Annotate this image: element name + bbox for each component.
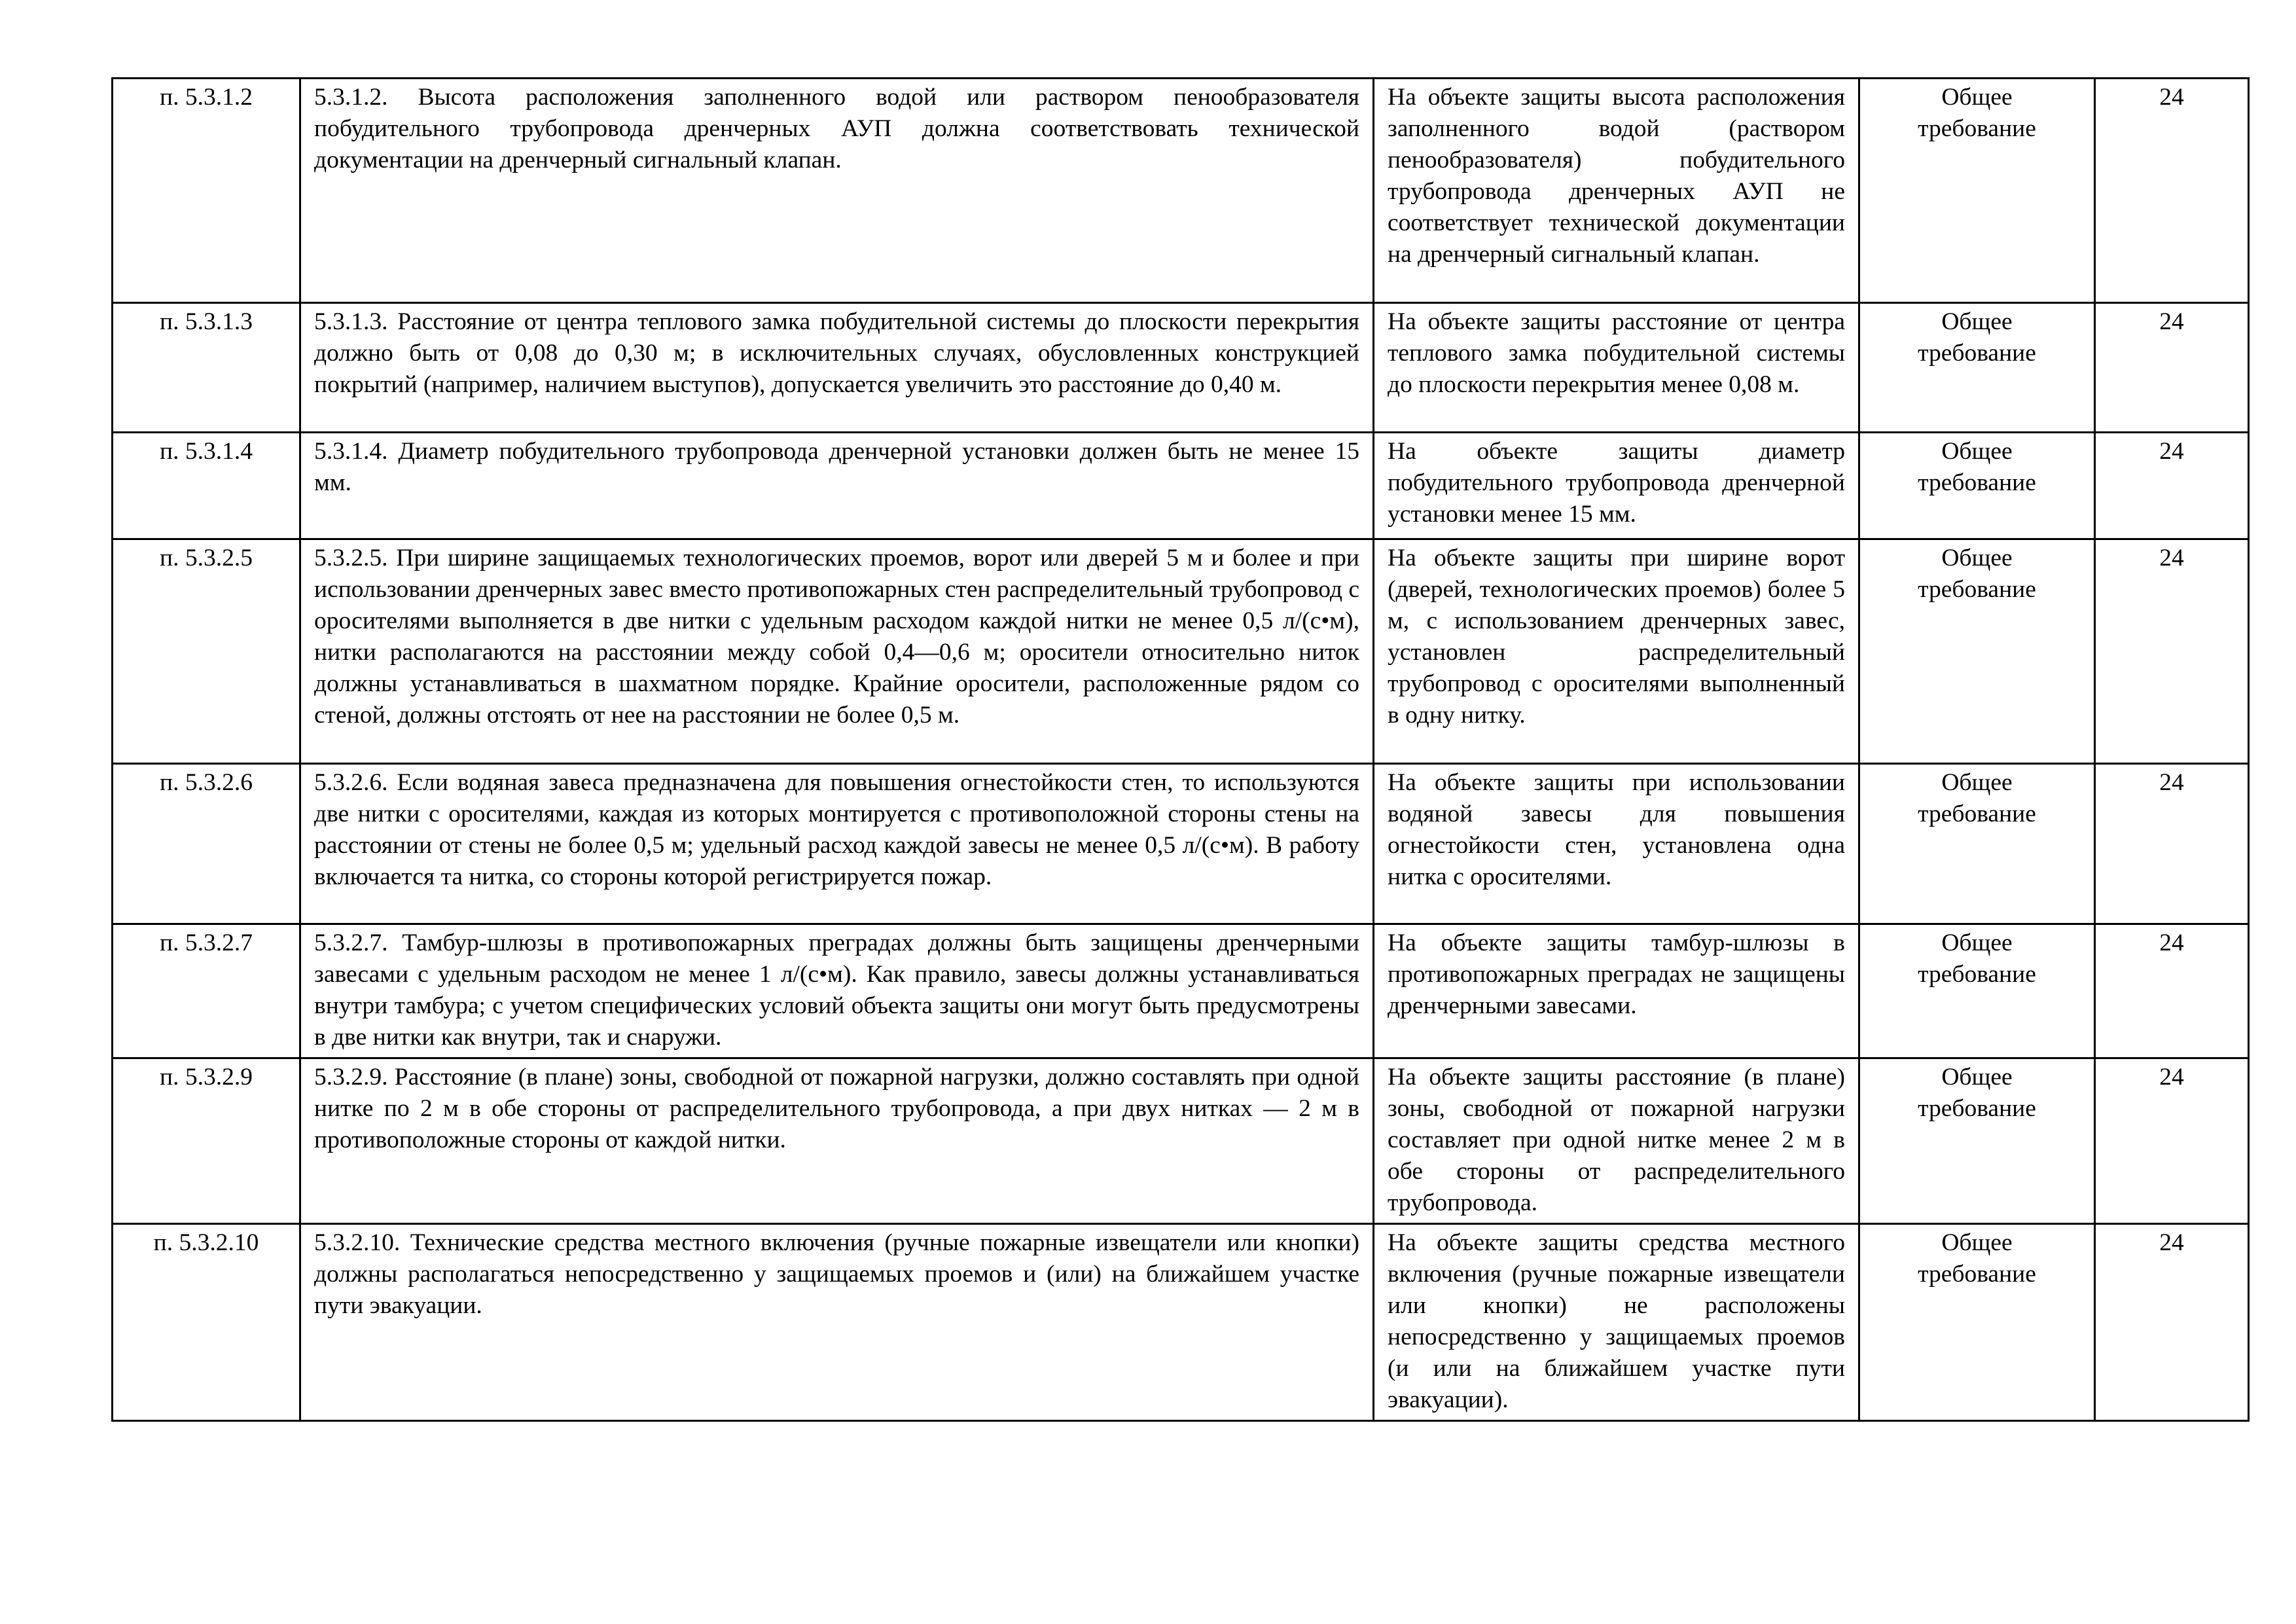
violation-description: На объекте защиты средства местного включения (ручные пожарные извещатели или кнопки) не расположены непосредственно у защищаемых проемов (и или на ближайшем участке пути эвакуации). [1374, 1224, 1859, 1421]
requirement-text: 5.3.1.3. Расстояние от центра теплового замка побудительной системы до плоскости перекрытия должно быть от 0,08 до 0,30 м; в исключительных случаях, обусловленных конструкцией покрытий (например, наличием выступов), допускается увеличить это расстояние до 0,40 м. [300, 303, 1374, 433]
table-row [113, 303, 2249, 433]
requirement-text: 5.3.2.6. Если водяная завеса предназначена для повышения огнестойкости стен, то используются две нитки с оросителями, каждая из которых монтируется с противоположной стороны стены на расстоянии от стены не более 0,5 м; удельный расход каждой завесы не менее 0,5 л/(с•м). В работу включается та нитка, со стороны которой регистрируется пожар. [300, 764, 1374, 924]
reference-number: 24 [2095, 764, 2249, 924]
violation-description: На объекте защиты при использовании водяной завесы для повышения огнестойкости стен, установлена одна нитка с оросителями. [1374, 764, 1859, 924]
table-row [113, 1224, 2249, 1421]
clause-reference: п. 5.3.2.5 [113, 539, 300, 764]
requirement-type-line2: требование [1918, 961, 2036, 988]
violation-description: На объекте защиты расстояние от центра теплового замка побудительной системы до плоскости перекрытия менее 0,08 м. [1374, 303, 1859, 433]
reference-number: 24 [2095, 1058, 2249, 1224]
requirements-table [111, 77, 2250, 1422]
requirement-type [1859, 303, 2095, 433]
requirement-type-line2: требование [1918, 469, 2036, 496]
requirement-type-line1: Общее [1941, 545, 2013, 571]
requirement-type-line1: Общее [1941, 308, 2013, 335]
requirement-type [1859, 433, 2095, 539]
clause-reference: п. 5.3.2.10 [113, 1224, 300, 1421]
requirement-text: 5.3.2.10. Технические средства местного включения (ручные пожарные извещатели или кнопки) должны располагаться непосредственно у защищаемых проемов и (или) на ближайшем участке пути эвакуации. [300, 1224, 1374, 1421]
clause-reference: п. 5.3.2.6 [113, 764, 300, 924]
requirement-type [1859, 1058, 2095, 1224]
requirement-text: 5.3.2.9. Расстояние (в плане) зоны, свободной от пожарной нагрузки, должно составлять при одной нитке по 2 м в обе стороны от распределительного трубопровода, а при двух нитках — 2 м в противоположные стороны от каждой нитки. [300, 1058, 1374, 1224]
requirement-type-line1: Общее [1941, 438, 2013, 465]
violation-description: На объекте защиты тамбур-шлюзы в противопожарных преградах не защищены дренчерными завесами. [1374, 924, 1859, 1058]
requirement-type [1859, 79, 2095, 303]
table-row [113, 1058, 2249, 1224]
requirement-type-line1: Общее [1941, 929, 2013, 956]
requirement-type-line1: Общее [1941, 1064, 2013, 1091]
requirement-type [1859, 539, 2095, 764]
requirement-text: 5.3.2.5. При ширине защищаемых технологических проемов, ворот или дверей 5 м и более и при использовании дренчерных завес вместо противопожарных стен распределительный трубопровод с оросителями выполняется в две нитки с удельным расходом каждой нитки не менее 0,5 л/(с•м), нитки располагаются на расстоянии между собой 0,4—0,6 м; оросители относительно ниток должны устанавливаться в шахматном порядке. Крайние оросители, расположенные рядом со стеной, должны отстоять от нее на расстоянии не более 0,5 м. [300, 539, 1374, 764]
violation-description: На объекте защиты при ширине ворот (дверей, технологических проемов) более 5 м, с использованием дренчерных завес, установлен распределительный трубопровод с оросителями выполненный в одну нитку. [1374, 539, 1859, 764]
requirement-text: 5.3.1.4. Диаметр побудительного трубопровода дренчерной установки должен быть не менее 15 мм. [300, 433, 1374, 539]
clause-reference: п. 5.3.1.2 [113, 79, 300, 303]
requirement-text: 5.3.1.2. Высота расположения заполненного водой или раствором пенообразователя побудительного трубопровода дренчерных АУП должна соответствовать технической документации на дренчерный сигнальный клапан. [300, 79, 1374, 303]
requirement-type-line2: требование [1918, 115, 2036, 142]
requirement-type-line2: требование [1918, 1095, 2036, 1122]
violation-description: На объекте защиты высота расположения заполненного водой (раствором пенообразователя) побудительного трубопровода дренчерных АУП не соответствует технической документации на дренчерный сигнальный клапан. [1374, 79, 1859, 303]
document-page [111, 77, 2248, 1422]
table-row [113, 924, 2249, 1058]
requirement-type [1859, 764, 2095, 924]
reference-number: 24 [2095, 303, 2249, 433]
violation-description: На объекте защиты расстояние (в плане) зоны, свободной от пожарной нагрузки составляет при одной нитке менее 2 м в обе стороны от распределительного трубопровода. [1374, 1058, 1859, 1224]
reference-number: 24 [2095, 924, 2249, 1058]
table-row [113, 764, 2249, 924]
clause-reference: п. 5.3.2.9 [113, 1058, 300, 1224]
requirement-type-line1: Общее [1941, 769, 2013, 796]
reference-number: 24 [2095, 539, 2249, 764]
requirement-type [1859, 1224, 2095, 1421]
requirement-type-line1: Общее [1941, 84, 2013, 111]
table-row [113, 433, 2249, 539]
clause-reference: п. 5.3.1.4 [113, 433, 300, 539]
clause-reference: п. 5.3.2.7 [113, 924, 300, 1058]
requirement-type-line2: требование [1918, 340, 2036, 367]
table-row [113, 539, 2249, 764]
requirement-text: 5.3.2.7. Тамбур-шлюзы в противопожарных преградах должны быть защищены дренчерными завесами с удельным расходом не менее 1 л/(с•м). Как правило, завесы должны устанавливаться внутри тамбура; с учетом специфических условий объекта защиты они могут быть предусмотрены в две нитки как внутри, так и снаружи. [300, 924, 1374, 1058]
reference-number: 24 [2095, 1224, 2249, 1421]
reference-number: 24 [2095, 79, 2249, 303]
requirement-type-line1: Общее [1941, 1229, 2013, 1256]
clause-reference: п. 5.3.1.3 [113, 303, 300, 433]
violation-description: На объекте защиты диаметр побудительного трубопровода дренчерной установки менее 15 мм. [1374, 433, 1859, 539]
requirement-type [1859, 924, 2095, 1058]
reference-number: 24 [2095, 433, 2249, 539]
table-row [113, 79, 2249, 303]
requirement-type-line2: требование [1918, 801, 2036, 827]
requirement-type-line2: требование [1918, 1261, 2036, 1288]
requirement-type-line2: требование [1918, 576, 2036, 603]
